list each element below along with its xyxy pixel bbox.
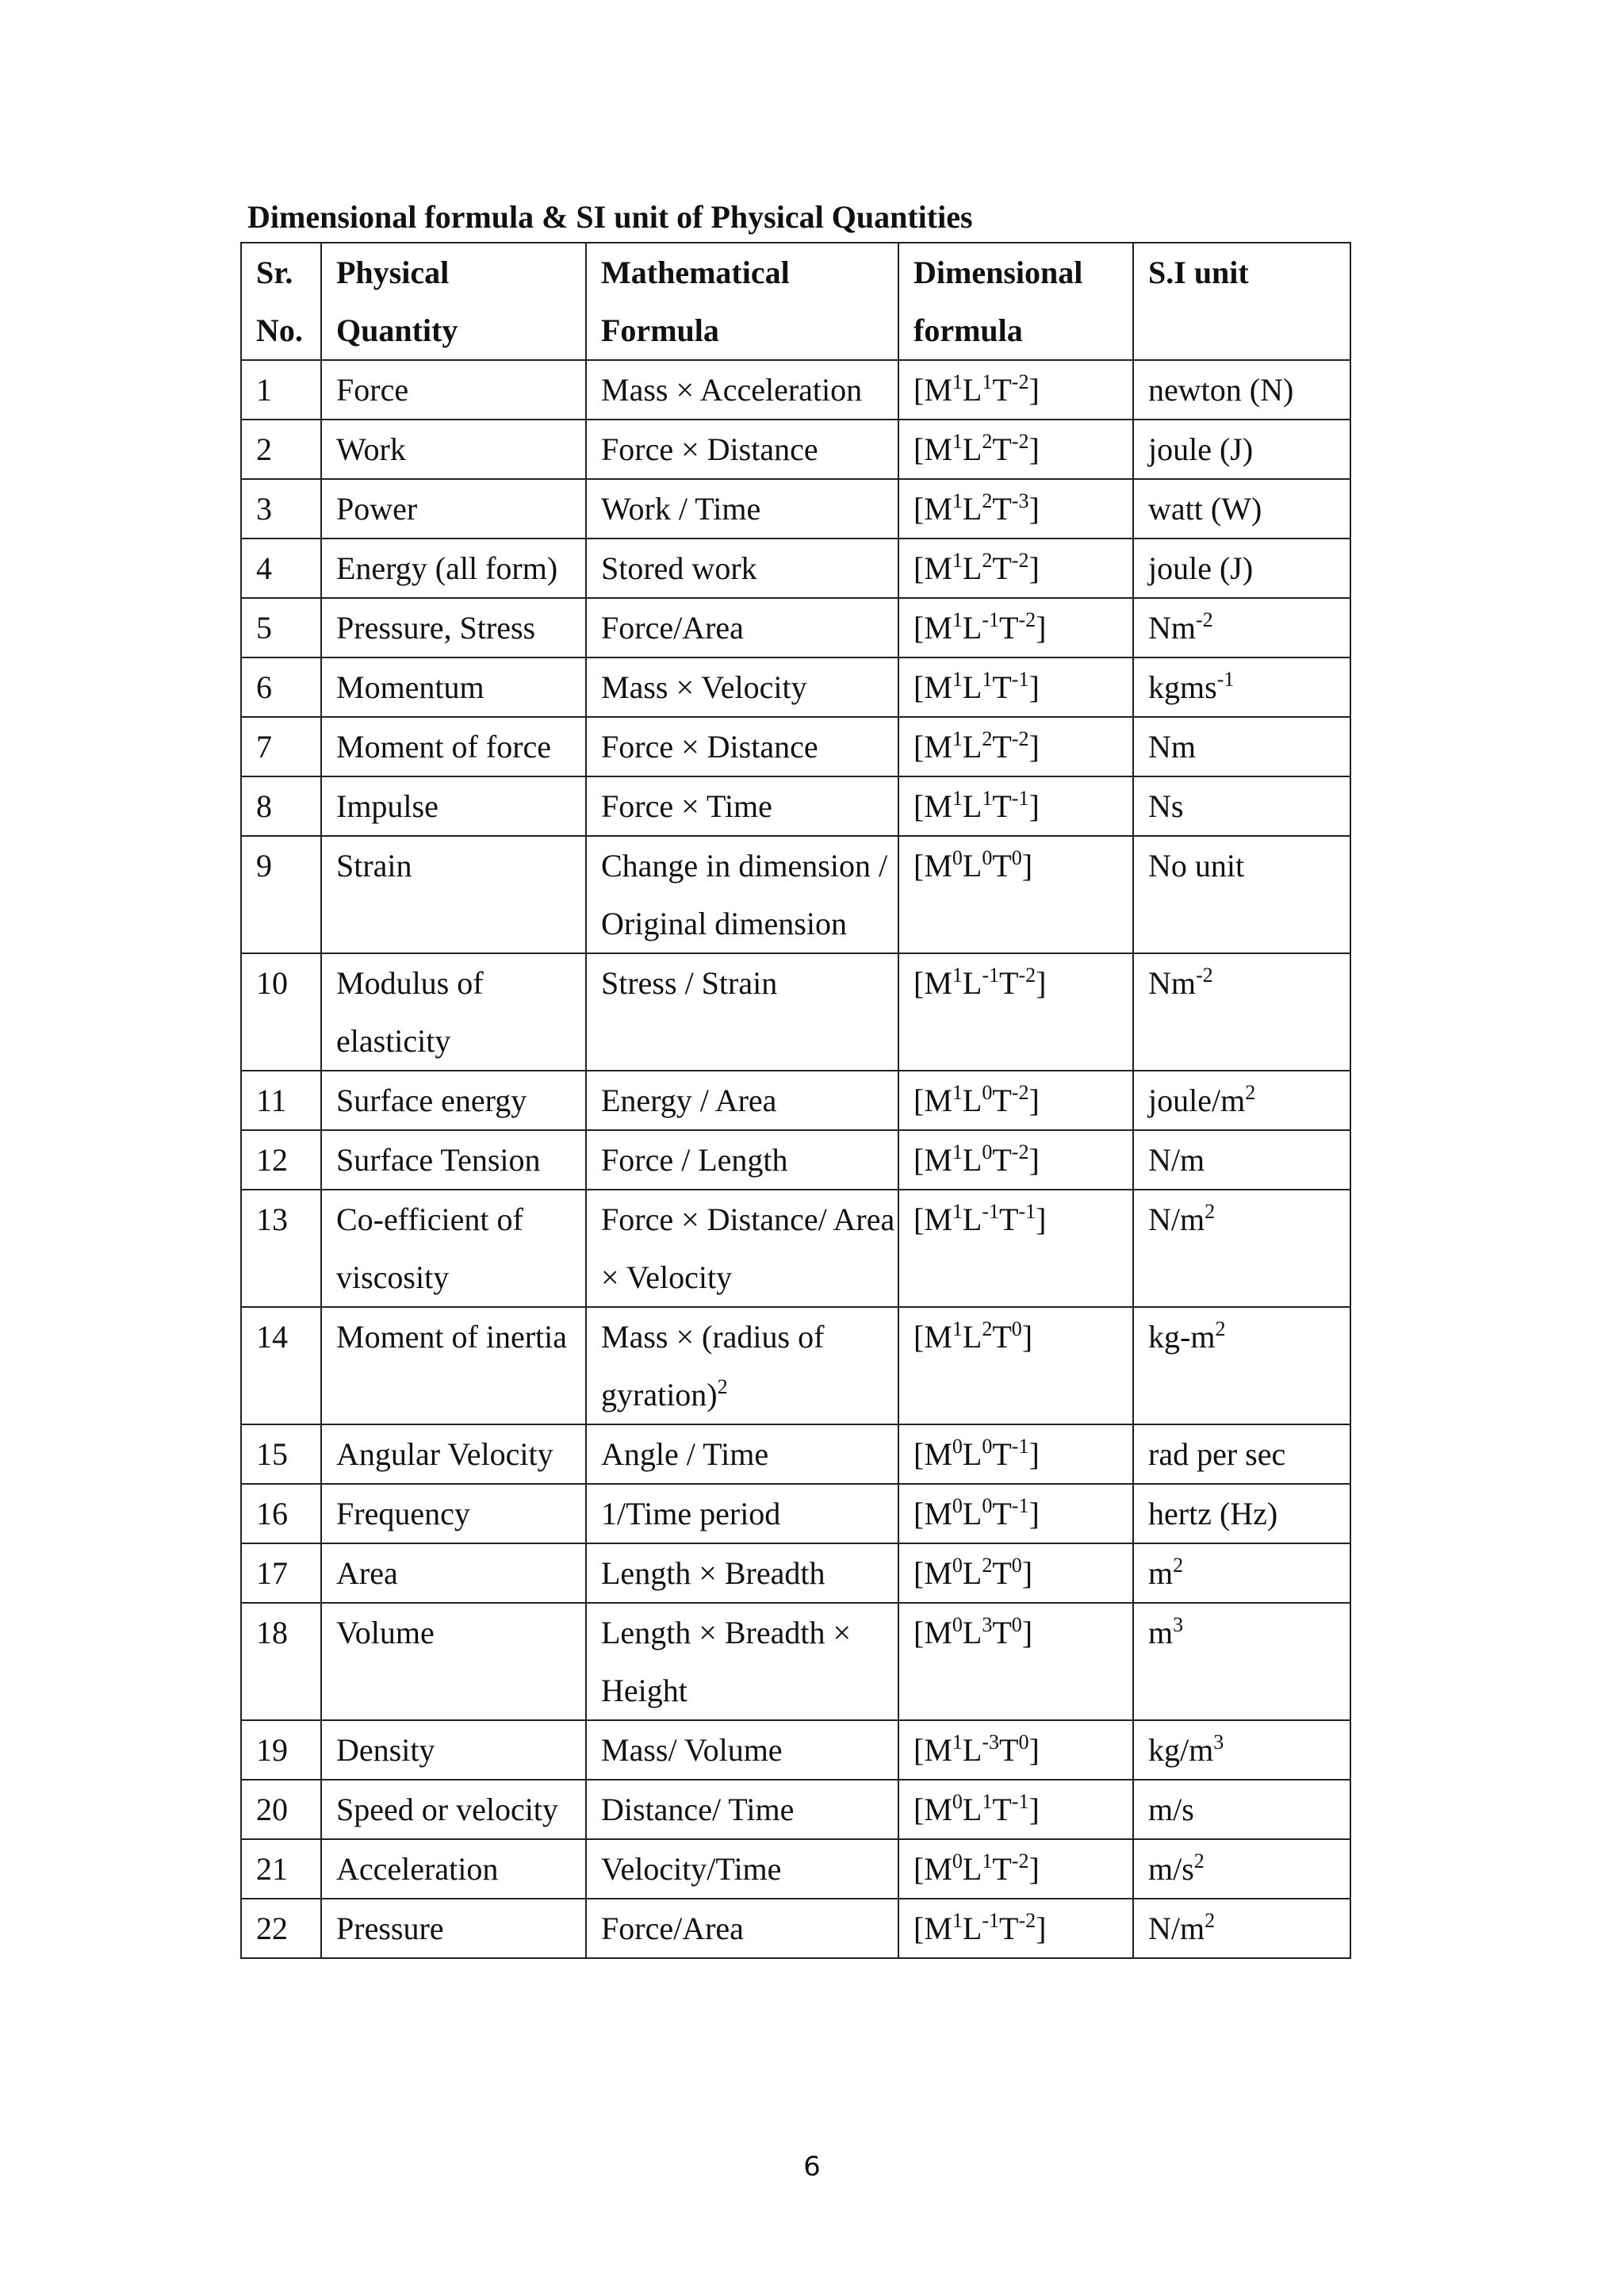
sr-no-cell: 4	[241, 539, 321, 598]
math-formula-text: Length × Breadth	[601, 1555, 825, 1591]
table-row	[241, 539, 1350, 598]
math-formula-cell	[586, 1071, 898, 1130]
dimension-exponent: -1	[982, 1909, 1000, 1932]
dimension-exponent: 1	[982, 1790, 993, 1813]
dimension-exponent: -2	[1011, 549, 1029, 572]
si-unit-cell	[1133, 1484, 1350, 1543]
dimension-exponent: 1	[952, 1731, 963, 1754]
physical-quantity-cell: Impulse	[321, 776, 586, 836]
si-unit-text: m	[1148, 1615, 1174, 1650]
dimensional-formula-cell: $[M^1L^{-1}T^{-2}]$	[898, 598, 1133, 657]
dimensional-formula-cell: $[M^0L^3T^0]$	[898, 1603, 1133, 1720]
si-unit-cell	[1133, 1839, 1350, 1899]
dimension-exponent: 2	[982, 430, 993, 453]
si-unit-cell	[1133, 1543, 1350, 1603]
dimension-exponent: 0	[952, 1790, 963, 1813]
unit-exponent: 3	[1173, 1613, 1184, 1636]
si-unit-text: N/m	[1148, 1911, 1205, 1946]
physical-quantity-cell: Work	[321, 420, 586, 479]
table-row	[241, 1190, 1350, 1307]
si-unit-text: hertz (Hz)	[1148, 1496, 1278, 1531]
math-formula-text: Angle / Time	[601, 1436, 769, 1472]
dimension-exponent: 1	[952, 727, 963, 750]
dimension-exponent: -2	[1011, 1849, 1029, 1872]
math-formula-text: Force/Area	[601, 610, 744, 646]
unit-exponent: 2	[1215, 1317, 1226, 1340]
si-unit-cell	[1133, 360, 1350, 420]
sr-no-cell: 8	[241, 776, 321, 836]
dimension-exponent: 1	[952, 370, 963, 393]
unit-exponent: 2	[1205, 1909, 1216, 1932]
dimensional-formula-cell: $[M^0L^0T^0]$	[898, 836, 1133, 953]
sr-no-cell: 14	[241, 1307, 321, 1424]
si-unit-cell	[1133, 1603, 1350, 1720]
math-formula-text: Mass × (radius of gyration)	[601, 1319, 825, 1412]
page-title: Dimensional formula & SI unit of Physical Quantities	[247, 199, 973, 235]
dimension-exponent: 1	[952, 1081, 963, 1104]
si-unit-text: No unit	[1148, 848, 1245, 884]
math-formula-cell	[586, 1603, 898, 1720]
header-dimensional-formula: Dimensional formula	[898, 243, 1133, 360]
unit-exponent: -1	[1216, 668, 1235, 691]
dimension-exponent: 1	[952, 549, 963, 572]
sr-no-cell: 18	[241, 1603, 321, 1720]
si-unit-cell	[1133, 836, 1350, 953]
si-unit-cell	[1133, 953, 1350, 1071]
dimensional-formula-cell: $[M^0L^2T^0]$	[898, 1543, 1133, 1603]
dimensional-formula-cell: $[M^0L^0T^{-1}]$	[898, 1424, 1133, 1484]
dimensional-formula-cell: $[M^1L^{-3}T^0]$	[898, 1720, 1133, 1780]
formula-exponent: 2	[717, 1375, 728, 1398]
math-formula-text: Length × Breadth × Height	[601, 1615, 852, 1708]
dimension-exponent: -2	[1011, 727, 1029, 750]
si-unit-cell	[1133, 1130, 1350, 1190]
si-unit-text: Nm	[1148, 729, 1196, 765]
unit-exponent: 2	[1205, 1200, 1216, 1223]
dimensional-formula-cell: $[M^1L^{-1}T^{-1}]$	[898, 1190, 1133, 1307]
table-row	[241, 420, 1350, 479]
dimension-exponent: 0	[952, 846, 963, 869]
physical-quantity-cell: Modulus of elasticity	[321, 953, 586, 1071]
si-unit-cell	[1133, 1424, 1350, 1484]
dimension-exponent: -2	[1018, 1909, 1036, 1932]
table-row	[241, 1899, 1350, 1958]
table-row	[241, 1307, 1350, 1424]
dimension-exponent: 0	[952, 1613, 963, 1636]
table-row	[241, 1780, 1350, 1839]
sr-no-cell: 12	[241, 1130, 321, 1190]
table-row	[241, 717, 1350, 776]
math-formula-text: Mass/ Volume	[601, 1732, 783, 1768]
math-formula-text: Force × Time	[601, 788, 772, 824]
dimension-exponent: 0	[952, 1849, 963, 1872]
math-formula-cell	[586, 717, 898, 776]
table-row	[241, 598, 1350, 657]
physical-quantity-cell: Strain	[321, 836, 586, 953]
table-header-row	[241, 243, 1350, 360]
math-formula-cell	[586, 1839, 898, 1899]
si-unit-text: m/s	[1148, 1851, 1194, 1887]
header-mathematical-formula: Mathematical Formula	[586, 243, 898, 360]
dimensional-formula-cell: $[M^1L^2T^0]$	[898, 1307, 1133, 1424]
dimension-exponent: 0	[1011, 846, 1022, 869]
sr-no-cell: 9	[241, 836, 321, 953]
physical-quantity-cell: Pressure	[321, 1899, 586, 1958]
sr-no-cell: 1	[241, 360, 321, 420]
table-row	[241, 1130, 1350, 1190]
math-formula-cell	[586, 657, 898, 717]
physical-quantity-cell: Frequency	[321, 1484, 586, 1543]
physical-quantity-cell: Speed or velocity	[321, 1780, 586, 1839]
dimension-exponent: 1	[982, 668, 993, 691]
dimension-exponent: 2	[982, 489, 993, 512]
dimensional-formula-cell: $[M^0L^1T^{-1}]$	[898, 1780, 1133, 1839]
dimension-exponent: 1	[952, 1200, 963, 1223]
dimensional-formula-cell: $[M^0L^1T^{-2}]$	[898, 1839, 1133, 1899]
dimension-exponent: 1	[952, 608, 963, 631]
physical-quantity-cell: Momentum	[321, 657, 586, 717]
sr-no-cell: 20	[241, 1780, 321, 1839]
si-unit-text: rad per sec	[1148, 1436, 1286, 1472]
dimension-exponent: 0	[982, 1435, 993, 1458]
math-formula-cell	[586, 539, 898, 598]
si-unit-text: Nm	[1148, 610, 1196, 646]
dimension-exponent: 0	[952, 1435, 963, 1458]
dimension-exponent: 2	[982, 727, 993, 750]
math-formula-cell	[586, 1899, 898, 1958]
math-formula-text: Velocity/Time	[601, 1851, 782, 1887]
table-row	[241, 1484, 1350, 1543]
math-formula-text: Stored work	[601, 550, 757, 586]
math-formula-cell	[586, 1484, 898, 1543]
si-unit-cell	[1133, 1190, 1350, 1307]
math-formula-cell	[586, 1780, 898, 1839]
math-formula-text: Stress / Strain	[601, 965, 778, 1001]
dimensional-formula-cell: $[M^1L^{-1}T^{-2}]$	[898, 1899, 1133, 1958]
dimension-exponent: 0	[952, 1494, 963, 1517]
si-unit-text: joule (J)	[1148, 431, 1254, 467]
dimension-exponent: 0	[1011, 1613, 1022, 1636]
dimensional-formula-cell: $[M^1L^2T^{-2}]$	[898, 539, 1133, 598]
table-row	[241, 1424, 1350, 1484]
math-formula-text: Force / Length	[601, 1142, 788, 1178]
quantities-table	[240, 242, 1351, 1959]
table-row	[241, 657, 1350, 717]
sr-no-cell: 5	[241, 598, 321, 657]
math-formula-text: 1/Time period	[601, 1496, 781, 1531]
table-row	[241, 1720, 1350, 1780]
math-formula-text: Force × Distance/ Area × Velocity	[601, 1202, 895, 1295]
math-formula-text: Energy / Area	[601, 1083, 777, 1118]
dimension-exponent: -1	[1011, 1494, 1029, 1517]
dimension-exponent: -2	[1011, 370, 1029, 393]
si-unit-cell	[1133, 479, 1350, 539]
dimensional-formula-cell: $[M^1L^1T^{-1}]$	[898, 657, 1133, 717]
sr-no-cell: 17	[241, 1543, 321, 1603]
physical-quantity-cell: Surface energy	[321, 1071, 586, 1130]
si-unit-text: kg-m	[1148, 1319, 1216, 1355]
math-formula-text: Work / Time	[601, 491, 761, 527]
sr-no-cell: 13	[241, 1190, 321, 1307]
physical-quantity-cell: Moment of force	[321, 717, 586, 776]
unit-exponent: 2	[1173, 1554, 1184, 1577]
dimension-exponent: 0	[1011, 1317, 1022, 1340]
dimension-exponent: 1	[982, 370, 993, 393]
dimension-exponent: 1	[952, 668, 963, 691]
math-formula-cell	[586, 1130, 898, 1190]
dimensional-formula-cell: $[M^1L^2T^{-3}]$	[898, 479, 1133, 539]
si-unit-text: Nm	[1148, 965, 1196, 1001]
physical-quantity-cell: Moment of inertia	[321, 1307, 586, 1424]
physical-quantity-cell: Surface Tension	[321, 1130, 586, 1190]
unit-exponent: 2	[1245, 1081, 1256, 1104]
dimension-exponent: 3	[982, 1613, 993, 1636]
table-row	[241, 479, 1350, 539]
math-formula-cell	[586, 1424, 898, 1484]
dimension-exponent: 0	[982, 1494, 993, 1517]
dimension-exponent: 1	[952, 964, 963, 987]
dimension-exponent: -1	[982, 964, 1000, 987]
sr-no-cell: 16	[241, 1484, 321, 1543]
math-formula-cell	[586, 836, 898, 953]
math-formula-cell	[586, 1190, 898, 1307]
math-formula-cell	[586, 479, 898, 539]
si-unit-text: kgms	[1148, 669, 1217, 705]
si-unit-cell	[1133, 1720, 1350, 1780]
table-row	[241, 836, 1350, 953]
dimension-exponent: 0	[982, 1140, 993, 1163]
dimension-exponent: 1	[952, 1317, 963, 1340]
si-unit-cell	[1133, 598, 1350, 657]
sr-no-cell: 11	[241, 1071, 321, 1130]
physical-quantity-cell: Acceleration	[321, 1839, 586, 1899]
math-formula-cell	[586, 420, 898, 479]
dimension-exponent: -3	[1011, 489, 1029, 512]
dimensional-formula-cell: $[M^1L^2T^{-2}]$	[898, 420, 1133, 479]
si-unit-cell	[1133, 776, 1350, 836]
si-unit-text: newton (N)	[1148, 372, 1294, 408]
dimension-exponent: -2	[1011, 430, 1029, 453]
table-row	[241, 360, 1350, 420]
dimension-exponent: 1	[952, 787, 963, 810]
dimensional-formula-cell: $[M^1L^1T^{-2}]$	[898, 360, 1133, 420]
dimensional-formula-cell: $[M^0L^0T^{-1}]$	[898, 1484, 1133, 1543]
dimension-exponent: -2	[1018, 608, 1036, 631]
math-formula-cell	[586, 776, 898, 836]
table-row	[241, 1071, 1350, 1130]
table-row	[241, 953, 1350, 1071]
dimension-exponent: 0	[1018, 1731, 1029, 1754]
page-number: 6	[803, 2151, 821, 2183]
si-unit-cell	[1133, 657, 1350, 717]
physical-quantity-cell: Area	[321, 1543, 586, 1603]
dimension-exponent: 2	[982, 1554, 993, 1577]
table-row	[241, 1603, 1350, 1720]
dimension-exponent: -1	[1018, 1200, 1036, 1223]
sr-no-cell: 3	[241, 479, 321, 539]
physical-quantity-cell: Density	[321, 1720, 586, 1780]
si-unit-cell	[1133, 420, 1350, 479]
unit-exponent: -2	[1196, 608, 1213, 631]
si-unit-cell	[1133, 539, 1350, 598]
dimensional-formula-cell: $[M^1L^0T^{-2}]$	[898, 1130, 1133, 1190]
dimension-exponent: 0	[1011, 1554, 1022, 1577]
si-unit-text: joule/m	[1148, 1083, 1246, 1118]
header-physical-quantity: Physical Quantity	[321, 243, 586, 360]
sr-no-cell: 21	[241, 1839, 321, 1899]
sr-no-cell: 7	[241, 717, 321, 776]
math-formula-cell	[586, 953, 898, 1071]
physical-quantity-cell: Pressure, Stress	[321, 598, 586, 657]
math-formula-text: Force × Distance	[601, 431, 818, 467]
dimension-exponent: -1	[982, 1200, 1000, 1223]
dimensional-formula-cell: $[M^1L^1T^{-1}]$	[898, 776, 1133, 836]
dimensional-formula-cell: $[M^1L^0T^{-2}]$	[898, 1071, 1133, 1130]
math-formula-text: Force/Area	[601, 1911, 744, 1946]
math-formula-text: Mass × Velocity	[601, 669, 807, 705]
dimension-exponent: -1	[1011, 1790, 1029, 1813]
dimension-exponent: -1	[1011, 668, 1029, 691]
table-row	[241, 1543, 1350, 1603]
physical-quantity-cell: Volume	[321, 1603, 586, 1720]
math-formula-text: Change in dimension / Original dimension	[601, 848, 888, 941]
physical-quantity-cell: Power	[321, 479, 586, 539]
math-formula-cell	[586, 360, 898, 420]
dimension-exponent: 1	[982, 1849, 993, 1872]
dimension-exponent: 2	[982, 1317, 993, 1340]
si-unit-cell	[1133, 1307, 1350, 1424]
si-unit-text: N/m	[1148, 1142, 1205, 1178]
si-unit-text: joule (J)	[1148, 550, 1254, 586]
math-formula-text: Mass × Acceleration	[601, 372, 863, 408]
si-unit-cell	[1133, 1071, 1350, 1130]
dimension-exponent: 1	[952, 1909, 963, 1932]
physical-quantity-cell: Co-efficient of viscosity	[321, 1190, 586, 1307]
table-row	[241, 1839, 1350, 1899]
header-sr-no: Sr. No.	[241, 243, 321, 360]
dimension-exponent: 1	[952, 430, 963, 453]
math-formula-cell	[586, 1307, 898, 1424]
unit-exponent: 2	[1193, 1849, 1205, 1872]
dimension-exponent: 0	[952, 1554, 963, 1577]
dimension-exponent: -1	[982, 608, 1000, 631]
dimension-exponent: -1	[1011, 787, 1029, 810]
dimension-exponent: -2	[1011, 1081, 1029, 1104]
sr-no-cell: 6	[241, 657, 321, 717]
si-unit-text: m/s	[1148, 1792, 1194, 1827]
math-formula-text: Force × Distance	[601, 729, 818, 765]
si-unit-cell	[1133, 1899, 1350, 1958]
dimension-exponent: -1	[1011, 1435, 1029, 1458]
si-unit-cell	[1133, 717, 1350, 776]
dimensional-formula-cell: $[M^1L^2T^{-2}]$	[898, 717, 1133, 776]
si-unit-text: N/m	[1148, 1202, 1205, 1237]
dimension-exponent: 1	[952, 489, 963, 512]
si-unit-text: Ns	[1148, 788, 1184, 824]
dimensional-formula-cell: $[M^1L^{-1}T^{-2}]$	[898, 953, 1133, 1071]
dimension-exponent: 0	[982, 846, 993, 869]
math-formula-cell	[586, 598, 898, 657]
physical-quantity-cell: Angular Velocity	[321, 1424, 586, 1484]
sr-no-cell: 2	[241, 420, 321, 479]
dimension-exponent: -2	[1018, 964, 1036, 987]
sr-no-cell: 19	[241, 1720, 321, 1780]
sr-no-cell: 15	[241, 1424, 321, 1484]
si-unit-text: kg/m	[1148, 1732, 1214, 1768]
table-body	[241, 360, 1350, 1958]
sr-no-cell: 10	[241, 953, 321, 1071]
unit-exponent: 3	[1213, 1731, 1224, 1754]
physical-quantity-cell: Energy (all form)	[321, 539, 586, 598]
table-row	[241, 776, 1350, 836]
sr-no-cell: 22	[241, 1899, 321, 1958]
dimension-exponent: 1	[952, 1140, 963, 1163]
math-formula-cell	[586, 1720, 898, 1780]
header-si-unit: S.I unit	[1133, 243, 1350, 360]
math-formula-text: Distance/ Time	[601, 1792, 795, 1827]
si-unit-cell	[1133, 1780, 1350, 1839]
math-formula-cell	[586, 1543, 898, 1603]
dimension-exponent: 2	[982, 549, 993, 572]
physical-quantity-cell: Force	[321, 360, 586, 420]
si-unit-text: watt (W)	[1148, 491, 1262, 527]
unit-exponent: -2	[1196, 964, 1213, 987]
si-unit-text: m	[1148, 1555, 1174, 1591]
dimension-exponent: -2	[1011, 1140, 1029, 1163]
dimension-exponent: 0	[982, 1081, 993, 1104]
dimension-exponent: -3	[982, 1731, 1000, 1754]
dimension-exponent: 1	[982, 787, 993, 810]
